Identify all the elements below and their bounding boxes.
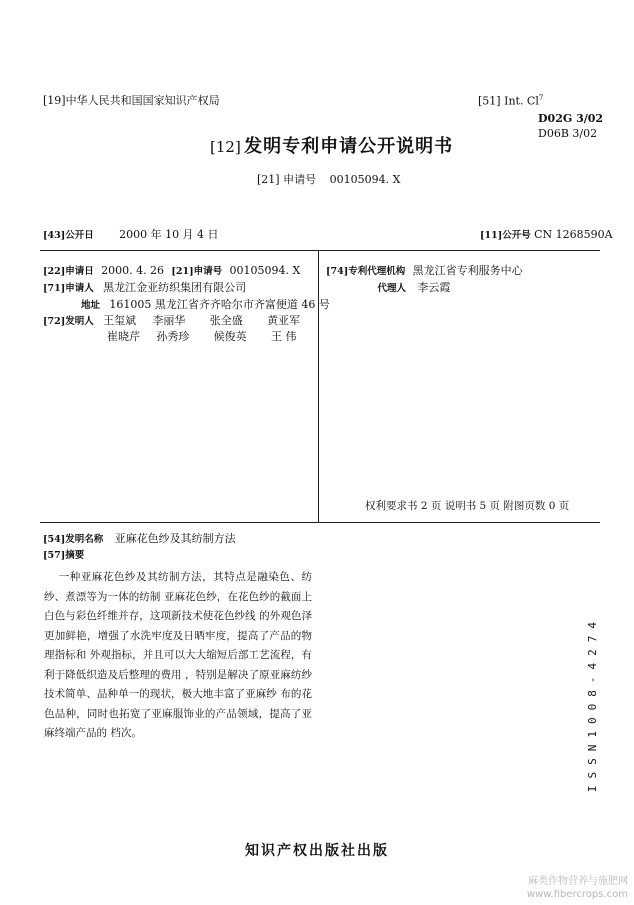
pub-num-value: CN 1268590A (534, 228, 613, 241)
issn-number: ISSN1008-4274 (586, 615, 599, 793)
intcl-sup: 7 (538, 94, 544, 102)
applicant-label: 申请人 (65, 283, 94, 294)
invention-title (43, 532, 236, 546)
inventor-name: 崔晓芹 (107, 330, 140, 343)
inventor-name: 王 伟 (271, 330, 297, 343)
watermark-line-2: www.fibercrops.com (526, 888, 628, 900)
application-number (257, 173, 400, 186)
abstract-text: 一种亚麻花色纱及其纺制方法，其特点是融染色、纺纱、煮漂等为一体的纺制 亚麻花色纱，在花色纱的截面上白色与彩色纤维并存，这项新技术使花色纱线 的外观色泽更加鲜艳，增强了水洗牢度及日晒牢度，提高了产品的物理指标和 外观指标，并且可以大大缩短后部工艺流程，有利于降低织造及后整理的费用 ，特别是解决了原亚麻纺纱技术简单、品种单一的现状，极大地丰富了亚麻纱 布的花色品种，同时也拓宽了亚麻服饰业的产品领域，提高了亚麻终端产品的 档次。 (44, 571, 312, 739)
pub-date-value: 2000 年 10 月 4 日 (119, 228, 219, 241)
applicant-value: 黑龙江金亚纺织集团有限公司 (103, 281, 247, 294)
page-counts: 权利要求书 2 页 说明书 5 页 附图页数 0 页 (365, 500, 570, 512)
doc-type (210, 136, 453, 158)
publication-number (480, 228, 613, 242)
address-row (43, 298, 330, 312)
agency-row (326, 264, 523, 278)
pub-num-label: 公开号 (502, 230, 531, 241)
office-name (43, 94, 220, 107)
inventors-label: 发明人 (65, 316, 94, 327)
inventor-name: 张全盛 (209, 314, 243, 327)
pub-date-code: [43] (43, 230, 66, 241)
app-num-label: 申请号 (283, 173, 317, 186)
office-name-text: 中华人民共和国国家知识产权局 (65, 94, 220, 107)
watermark-line-1: 麻类作物营养与施肥网 (528, 876, 628, 887)
agency-value: 黑龙江省专利服务中心 (412, 264, 523, 277)
watermark (527, 876, 628, 901)
applicant-code: [71] (43, 283, 66, 294)
filing-num-value: 00105094. X (229, 264, 301, 277)
pub-num-code: [11] (480, 230, 503, 241)
agent-value: 李云霞 (417, 281, 451, 294)
doc-type-code: [12] (210, 138, 241, 156)
bottom-rule (40, 522, 600, 523)
app-num-code: [21] (257, 173, 280, 186)
filing-date-code: [22] (43, 266, 66, 277)
office-code: [19] (43, 94, 66, 107)
inventor-name: 李丽华 (152, 314, 186, 327)
publication-date (43, 228, 219, 242)
filing-num-label: 申请号 (193, 266, 223, 277)
publisher: 知识产权出版社出版 (245, 843, 389, 859)
agency-code: [74] (326, 266, 349, 277)
inventors-row-1 (43, 314, 321, 328)
inventor-name: 孙秀珍 (156, 330, 190, 343)
agency-label: 专利代理机构 (348, 266, 406, 277)
agent-label: 代理人 (377, 283, 406, 294)
applicant-row (43, 281, 246, 295)
inventor-name: 候俊英 (213, 330, 247, 343)
abstract-heading (43, 549, 84, 562)
abstract-label: 摘要 (65, 550, 85, 561)
address-value: 161005 黑龙江省齐齐哈尔市齐富便道 46 号 (109, 298, 330, 311)
inventor-name: 王玺斌 (103, 314, 137, 327)
intcl-label: Int. Cl (504, 94, 539, 108)
inventors-row-2 (107, 330, 325, 344)
inventors-code: [72] (43, 316, 66, 327)
ipc-second: D06B 3/02 (538, 127, 598, 140)
doc-type-title: 发明专利申请公开说明书 (244, 136, 454, 157)
title-code: [54] (43, 534, 66, 545)
filing-num-code: [21] (171, 266, 194, 277)
pub-date-label: 公开日 (65, 230, 94, 241)
address-label: 地址 (80, 300, 100, 311)
title-label: 发明名称 (65, 534, 104, 545)
top-rule (40, 250, 600, 251)
inventor-name: 黄亚军 (267, 314, 301, 327)
ipc-main: D02G 3/02 (538, 112, 604, 125)
title-value: 亚麻花色纱及其纺制方法 (114, 532, 236, 545)
intcl-code: [51] (478, 94, 501, 108)
filing-date-label: 申请日 (65, 266, 94, 277)
agent-row (326, 281, 450, 295)
app-num-value: 00105094. X (329, 173, 401, 186)
column-divider (318, 250, 319, 522)
filing-date-value: 2000. 4. 26 (101, 264, 165, 277)
abstract-code: [57] (43, 550, 66, 561)
int-cl (478, 94, 543, 108)
filing-row (43, 264, 300, 278)
